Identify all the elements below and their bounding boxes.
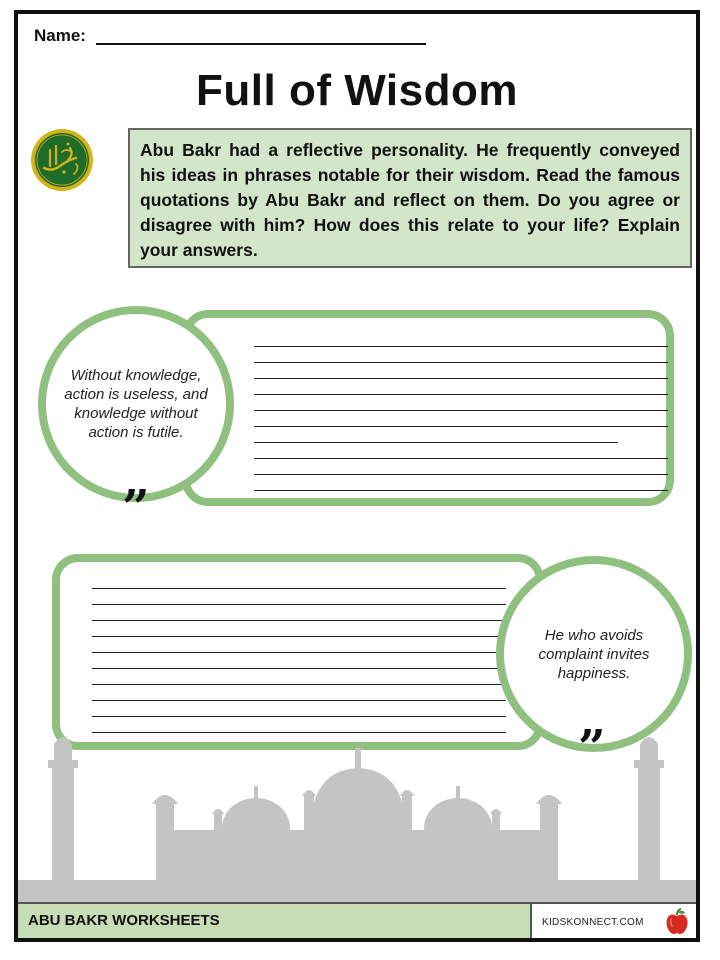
writing-line[interactable] [92,684,506,685]
writing-line[interactable] [92,620,506,621]
writing-line[interactable] [92,700,506,701]
writing-line[interactable] [92,636,506,637]
writing-line[interactable] [254,442,618,443]
name-label: Name: [34,26,86,45]
writing-line[interactable] [254,426,668,427]
worksheet-page [14,10,700,942]
page-title: Full of Wisdom [196,66,518,115]
footer-brand-area [530,902,696,938]
writing-line[interactable] [92,668,506,669]
quote-text-2: He who avoids complaint invites happiness. [538,626,650,682]
name-field-line[interactable] [96,43,426,45]
writing-line[interactable] [254,346,668,347]
answer-panel-1[interactable] [182,310,674,506]
writing-line[interactable] [254,490,668,491]
writing-line[interactable] [92,604,506,605]
writing-line[interactable] [254,394,668,395]
quote-bubble-1 [38,306,234,502]
apple-icon [664,907,690,935]
mosque-skyline-illustration [18,730,696,910]
writing-line[interactable] [254,378,668,379]
quote-text-1: Without knowledge, action is useless, and knowledge without action is futile. [64,367,208,441]
writing-line[interactable] [254,410,668,411]
brand-label: KIDSKONNECT.COM [542,917,644,928]
quote-mark-icon: ” [578,720,606,776]
instructions-box: Abu Bakr had a reflective personality. He frequently conveyed his ideas in phrases notable for their wisdom. Read the famous quotations by Abu Bakr and reflect on them. Do you agree or disagree with him? How does this relate to your life? Explain your answers. [128,128,692,268]
writing-line[interactable] [254,458,668,459]
quote-mark-icon: ” [122,480,150,536]
answer-panel-2[interactable] [52,554,544,750]
writing-line[interactable] [92,652,506,653]
writing-line[interactable] [92,716,506,717]
writing-line[interactable] [92,588,506,589]
writing-line[interactable] [254,362,668,363]
footer-title: ABU BAKR WORKSHEETS [18,902,530,938]
abu-bakr-seal-icon [30,128,94,192]
writing-line[interactable] [254,474,668,475]
